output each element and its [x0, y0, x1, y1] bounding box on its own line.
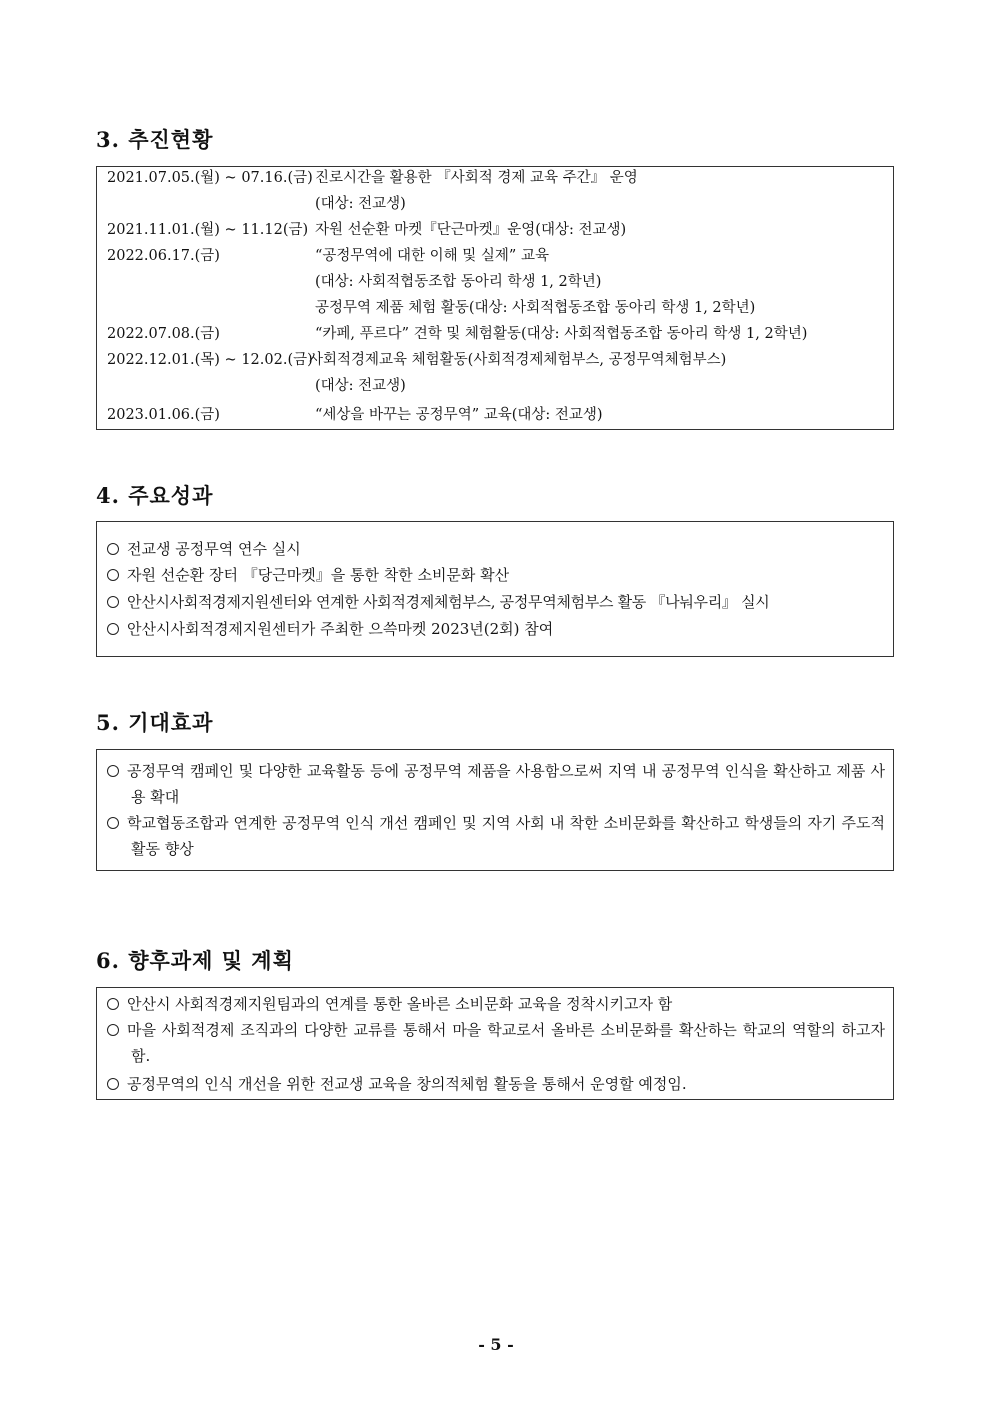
- section-heading-future: 6. 향후과제 및 계획: [96, 948, 294, 973]
- progress-desc: (대상: 전교생): [315, 378, 406, 394]
- expected-box: [96, 749, 894, 871]
- list-item: [107, 616, 885, 642]
- progress-desc: (대상: 전교생): [315, 196, 406, 212]
- list-item: [107, 1017, 885, 1069]
- list-item-text: 전교생 공정무역 연수 실시: [127, 540, 301, 558]
- circle-bullet-icon: [107, 817, 119, 829]
- list-item: [107, 536, 885, 562]
- progress-desc: 사회적경제교육 체험활동(사회적경제체험부스, 공정무역체험부스): [309, 352, 727, 368]
- circle-bullet-icon: [107, 998, 119, 1010]
- list-item: [107, 758, 885, 810]
- page-number: - 5 -: [478, 1335, 514, 1354]
- list-item: [107, 810, 885, 862]
- list-item: [107, 991, 885, 1017]
- progress-date: 2022.12.01.(목) ~ 12.02.(금): [107, 352, 313, 368]
- circle-bullet-icon: [107, 765, 119, 777]
- list-item-text: 마을 사회적경제 조직과의 다양한 교류를 통해서 마을 학교로서 올바른 소비문화를 확산하는 학교의 역할의 하고자 함.: [127, 1021, 885, 1065]
- progress-desc: (대상: 사회적협동조합 동아리 학생 1, 2학년): [315, 274, 602, 290]
- list-item-text: 학교협동조합과 연계한 공정무역 인식 개선 캠페인 및 지역 사회 내 착한 소비문화를 확산하고 학생들의 자기 주도적 활동 향상: [127, 814, 885, 858]
- circle-bullet-icon: [107, 596, 119, 608]
- progress-row: [97, 165, 893, 191]
- progress-row: [97, 373, 893, 399]
- section-heading-achievements: 4. 주요성과: [96, 483, 214, 508]
- progress-desc: “세상을 바꾸는 공정무역” 교육(대상: 전교생): [315, 407, 603, 423]
- list-item-text: 안산시사회적경제지원센터와 연계한 사회적경제체험부스, 공정무역체험부스 활동 『나눠우리』 실시: [127, 593, 770, 611]
- progress-date: 2021.07.05.(월) ~ 07.16.(금): [107, 170, 313, 186]
- progress-row: [97, 295, 893, 321]
- progress-date: 2023.01.06.(금): [107, 407, 220, 423]
- list-item-text: 자원 선순환 장터 『당근마켓』을 통한 착한 소비문화 확산: [127, 566, 510, 584]
- section-heading-progress: 3. 추진현황: [96, 127, 214, 152]
- future-box: [96, 987, 894, 1100]
- progress-desc: 자원 선순환 마켓『단근마켓』운영(대상: 전교생): [315, 222, 627, 238]
- circle-bullet-icon: [107, 543, 119, 555]
- progress-row: [97, 217, 893, 243]
- progress-desc: 공정무역 제품 체험 활동(대상: 사회적협동조합 동아리 학생 1, 2학년): [315, 300, 756, 316]
- progress-row: [97, 269, 893, 295]
- circle-bullet-icon: [107, 569, 119, 581]
- circle-bullet-icon: [107, 1024, 119, 1036]
- progress-row: [97, 321, 893, 347]
- circle-bullet-icon: [107, 623, 119, 635]
- progress-desc: “공정무역에 대한 이해 및 실제” 교육: [315, 248, 549, 264]
- progress-table: [96, 166, 894, 430]
- progress-desc: 진로시간을 활용한 『사회적 경제 교육 주간』 운영: [315, 170, 638, 186]
- progress-row: [97, 243, 893, 269]
- list-item-text: 공정무역 캠페인 및 다양한 교육활동 등에 공정무역 제품을 사용함으로써 지역 내 공정무역 인식을 확산하고 제품 사용 확대: [127, 762, 885, 806]
- progress-desc: “카페, 푸르다” 견학 및 체험활동(대상: 사회적협동조합 동아리 학생 1, 2학년): [315, 326, 808, 342]
- achievements-box: [96, 521, 894, 657]
- progress-date: 2022.06.17.(금): [107, 248, 220, 264]
- list-item: [107, 562, 885, 588]
- list-item-text: 공정무역의 인식 개선을 위한 전교생 교육을 창의적체험 활동을 통해서 운영할 예정임.: [127, 1075, 687, 1093]
- progress-date: 2022.07.08.(금): [107, 326, 220, 342]
- list-item-text: 안산시사회적경제지원센터가 주최한 으쓱마켓 2023년(2회) 참여: [127, 620, 554, 638]
- list-item: [107, 1071, 885, 1097]
- progress-row: [97, 402, 893, 428]
- list-item-text: 안산시 사회적경제지원팀과의 연계를 통한 올바른 소비문화 교육을 정착시키고자 함: [127, 995, 673, 1013]
- section-heading-expected: 5. 기대효과: [96, 710, 214, 735]
- circle-bullet-icon: [107, 1078, 119, 1090]
- progress-row: [97, 191, 893, 217]
- list-item: [107, 589, 885, 615]
- progress-date: 2021.11.01.(월) ~ 11.12(금): [107, 222, 309, 238]
- progress-row: [97, 347, 893, 373]
